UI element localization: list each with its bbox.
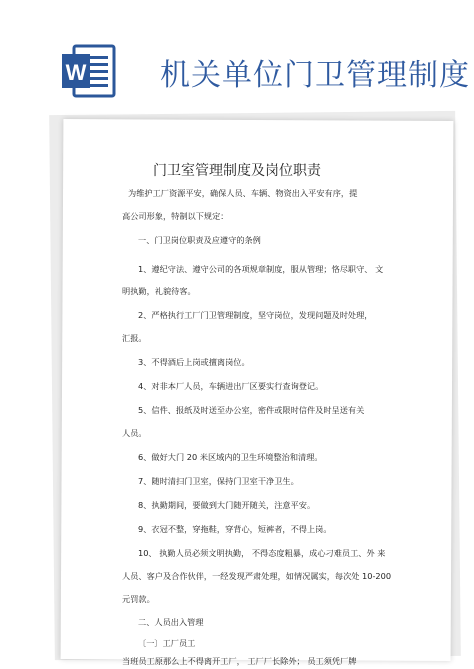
paragraph-line: 3、不得酒后上岗或擅离岗位。 xyxy=(138,357,250,367)
paragraph-line: 2、严格执行工厂门卫管理制度，坚守岗位，发现问题及时处理， xyxy=(138,310,373,320)
paragraph-line: 9、衣冠不整，穿拖鞋，穿背心，短裤者，不得上岗。 xyxy=(138,524,332,534)
paragraph-line: 高公司形象，特制以下规定： xyxy=(122,211,229,221)
paragraph-line: 10、 执勤人员必须文明执勤， 不得态度粗暴，成心刁难员工、外 来 xyxy=(138,548,386,558)
paragraph-line: 为维护工厂资源平安，确保人员、车辆、物资出入平安有序，提 xyxy=(128,188,358,198)
paragraph-line: 人员。 xyxy=(122,428,147,438)
paragraph-line: 人员、客户及合作伙伴，一经发现严肃处理，如情况属实，每次处 10-200 xyxy=(122,571,392,581)
paragraph-line: 汇报。 xyxy=(122,333,147,343)
paragraph-line: 8、执勤期间，要做到大门随开随关，注意平安。 xyxy=(138,500,316,510)
subsection-heading: 〔一〕工厂员工 xyxy=(138,638,196,648)
header xyxy=(0,0,474,112)
paragraph-line: 5、信件、报纸及时送至办公室，密件或限时信件及时呈送有关 xyxy=(138,405,365,415)
paragraph-line: 1、遵纪守法、遵守公司的各项规章制度，服从管理；恪尽职守、 文 xyxy=(138,264,384,274)
paragraph-line: 元罚款。 xyxy=(122,594,155,604)
svg-text:W: W xyxy=(65,60,87,85)
paragraph-line: 明执勤，礼貌待客。 xyxy=(122,286,196,296)
paragraph-line: 6、做好大门 20 米区域内的卫生环境整治和清理。 xyxy=(138,452,323,462)
section-heading: 一、门卫岗位职责及应遵守的条例 xyxy=(138,235,261,245)
word-document-icon xyxy=(60,42,118,100)
paragraph-line: 当班员工原那么上不得离开工厂， 工厂厂长除外； 员工须凭厂牌 xyxy=(122,656,357,666)
document-heading: 门卫室管理制度及岗位职责 xyxy=(153,163,321,179)
page-title: 机关单位门卫管理制度 xyxy=(160,58,470,93)
section-heading: 二、人员出入管理 xyxy=(138,617,204,627)
paragraph-line: 4、对非本厂人员，车辆进出厂区要实行查询登记。 xyxy=(138,381,324,391)
paragraph-line: 7、随时清扫门卫室，保持门卫室干净卫生。 xyxy=(138,476,299,486)
